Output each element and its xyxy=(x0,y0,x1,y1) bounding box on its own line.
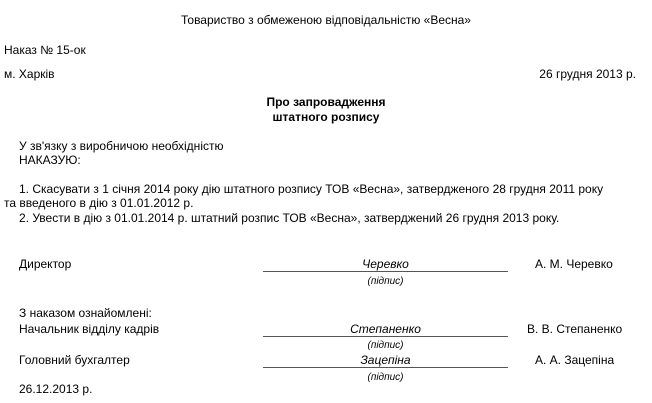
item-1-line-1: 1. Скасувати з 1 січня 2014 року дію штатного розпису ТОВ «Весна», затвердженого 28 грудня 2011 року xyxy=(19,182,604,196)
director-signature: Черевко xyxy=(362,257,409,271)
intro-reason: У зв'язку з виробничою необхідністю xyxy=(19,139,224,153)
director-name: А. М. Черевко xyxy=(535,257,613,271)
footer-date: 26.12.2013 р. xyxy=(19,382,93,396)
hr-head-signature-caption: (підпис) xyxy=(367,340,404,351)
order-date: 26 грудня 2013 р. xyxy=(539,67,636,81)
title-line-1: Про запровадження xyxy=(266,95,386,109)
acknowledged-heading: З наказом ознайомлені: xyxy=(19,306,152,320)
hr-head-signature-line xyxy=(263,336,508,337)
director-signature-line xyxy=(263,271,508,272)
city: м. Харків xyxy=(4,67,55,81)
hr-head-signature: Степаненко xyxy=(350,322,421,336)
chief-accountant-signature-caption: (підпис) xyxy=(367,372,404,383)
chief-accountant-position: Головний бухгалтер xyxy=(19,353,130,367)
hr-head-position: Начальник відділу кадрів xyxy=(19,322,160,336)
hr-head-name: В. В. Степаненко xyxy=(527,322,623,336)
chief-accountant-signature: Зацепіна xyxy=(360,353,411,367)
item-1-line-2: та введеного в дію з 01.01.2012 р. xyxy=(4,196,194,210)
chief-accountant-signature-line xyxy=(263,367,508,368)
company-name: Товариство з обмеженою відповідальністю «Весна» xyxy=(181,13,471,27)
order-word: НАКАЗУЮ: xyxy=(19,153,81,167)
director-position: Директор xyxy=(19,257,72,271)
item-2: 2. Увести в дію з 01.01.2014 р. штатний розпис ТОВ «Весна», затверджений 26 грудня 2013 року. xyxy=(19,211,560,225)
order-number: Наказ № 15-ок xyxy=(4,43,86,57)
title-line-2: штатного розпису xyxy=(272,110,380,124)
chief-accountant-name: А. А. Зацепіна xyxy=(535,353,615,367)
director-signature-caption: (підпис) xyxy=(367,276,404,287)
